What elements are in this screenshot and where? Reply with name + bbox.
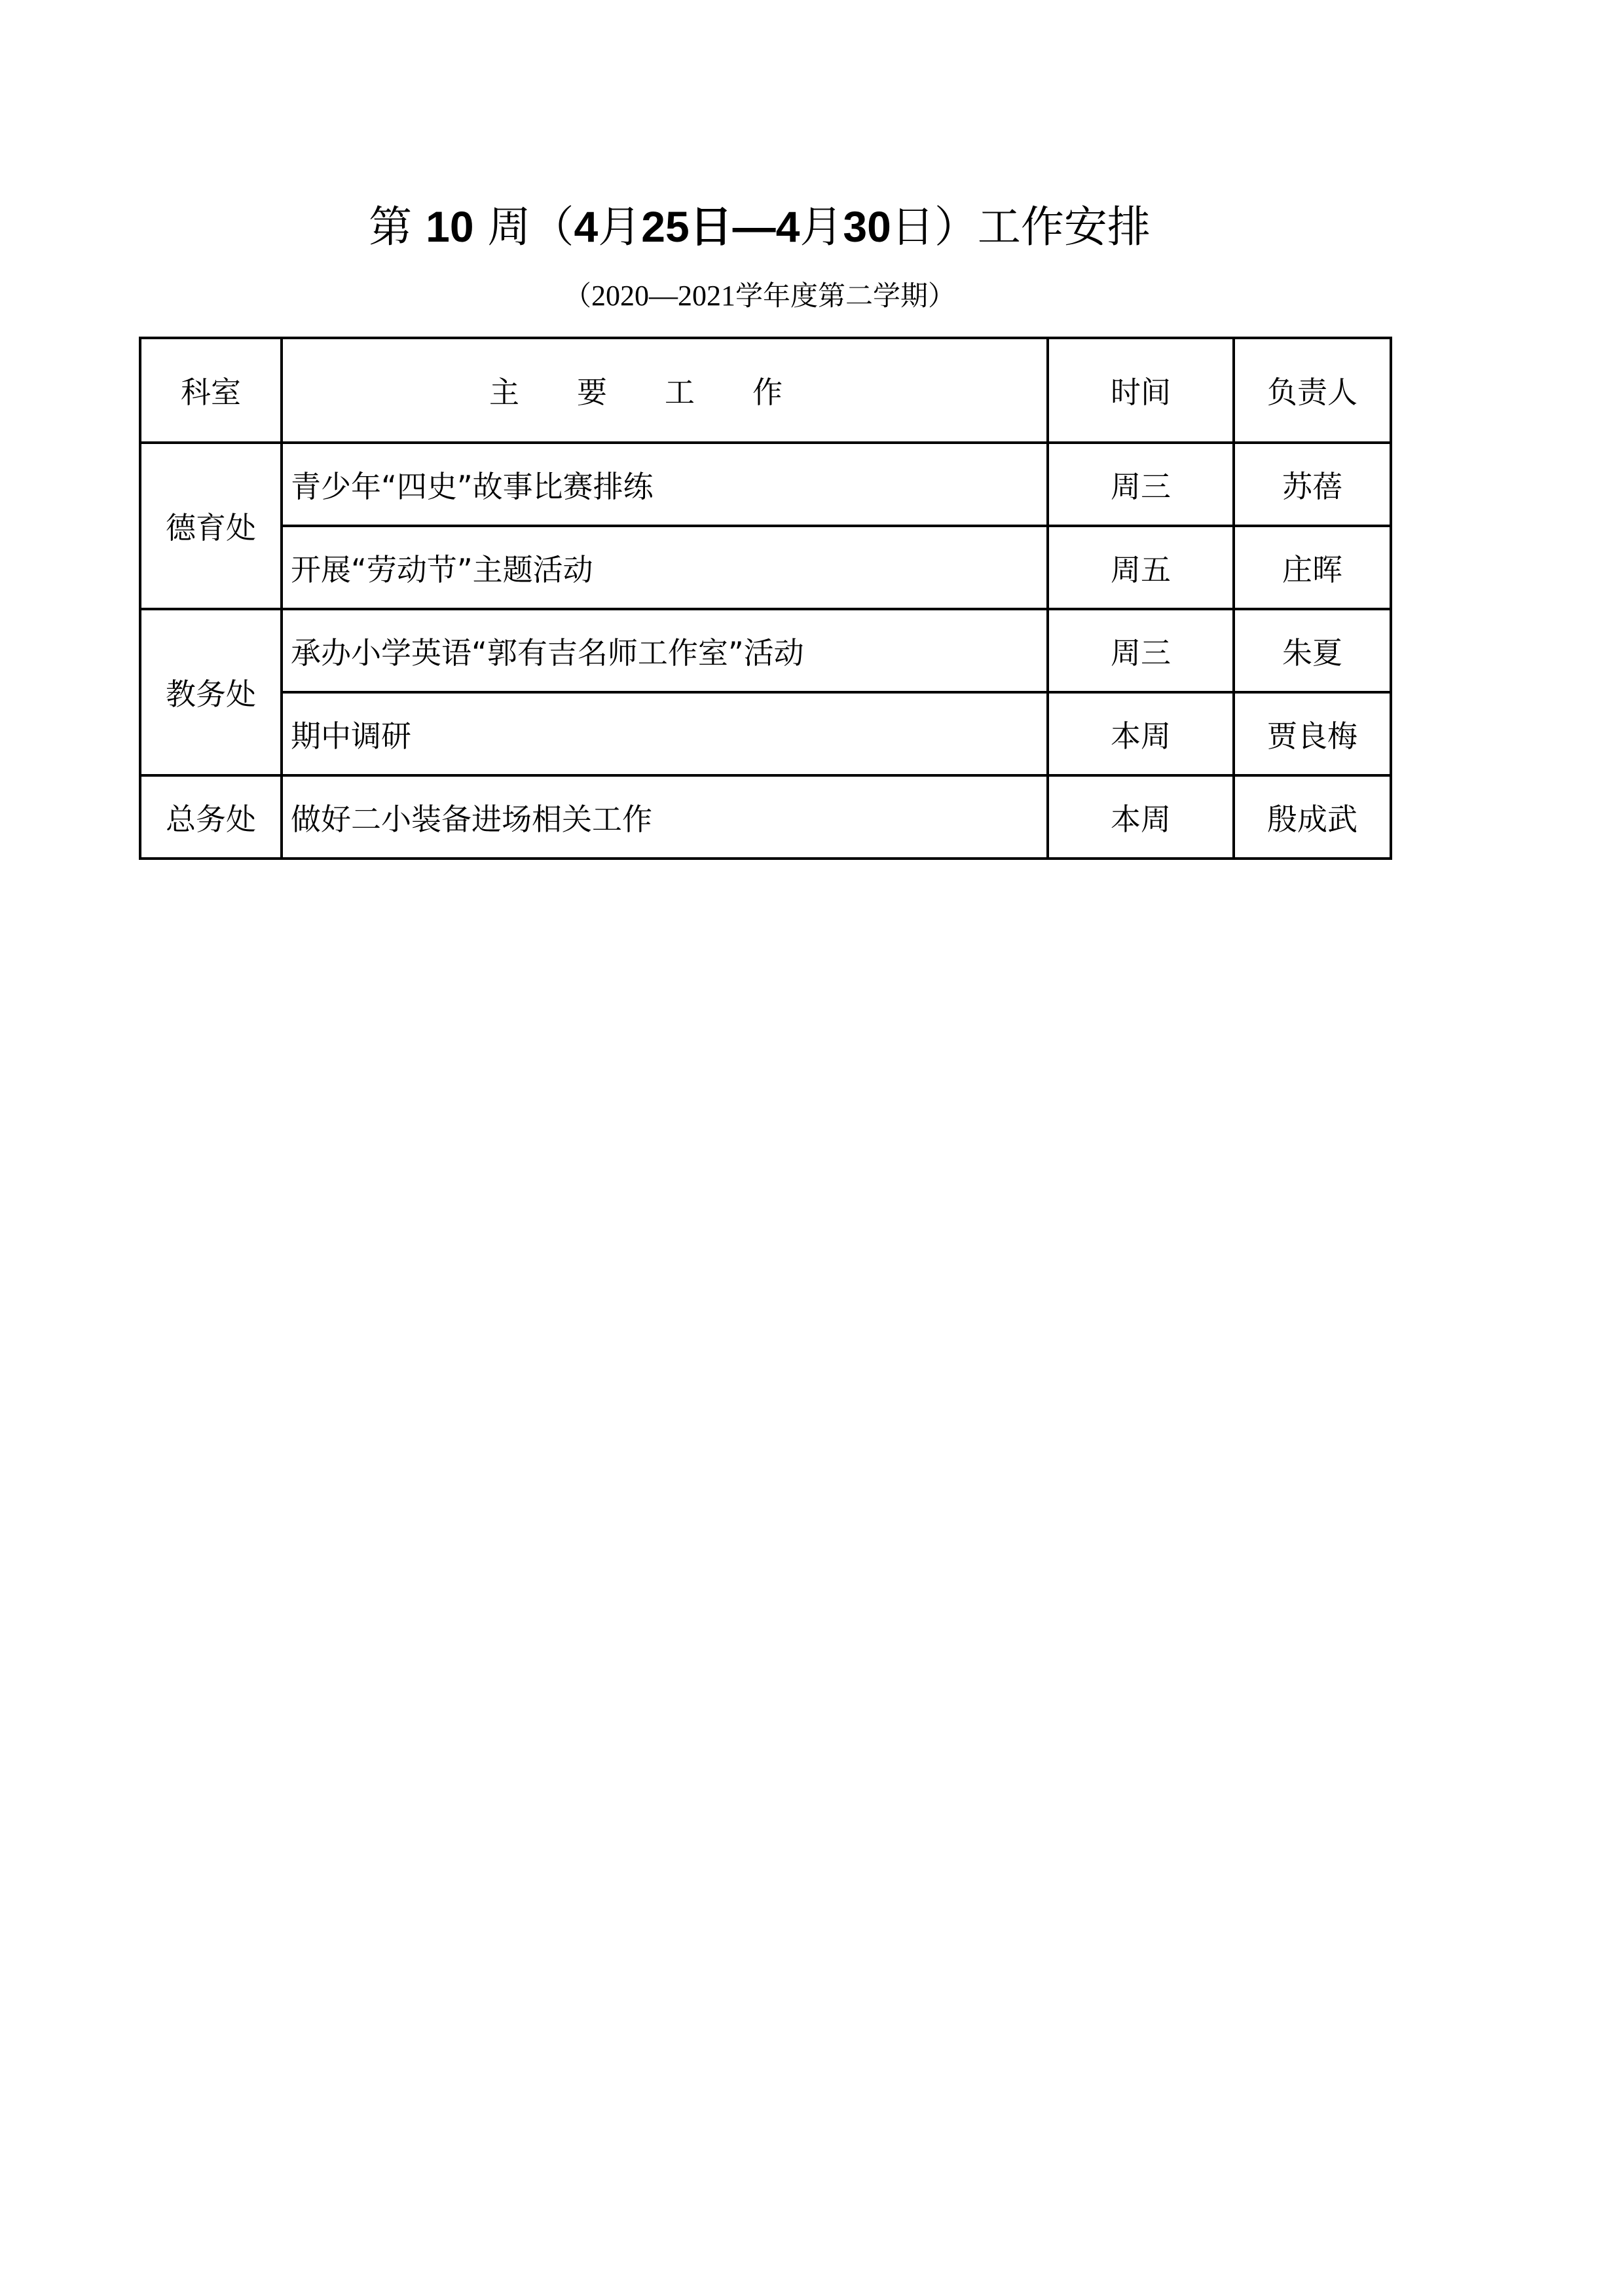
person-cell: 苏蓓: [1234, 443, 1391, 526]
header-time: 时间: [1048, 338, 1234, 443]
task-cell: 承办小学英语“郭有吉名师工作室”活动: [282, 609, 1048, 692]
title-text-6: 日）工作安排: [891, 202, 1151, 252]
title-text-1: 第: [369, 202, 426, 252]
schedule-table: [139, 337, 1392, 860]
time-cell: 本周: [1048, 775, 1234, 859]
table-row: [140, 692, 1391, 775]
subtitle-open-paren: （: [563, 280, 591, 312]
header-task: [282, 338, 1048, 443]
header-dept: 科室: [140, 338, 282, 443]
table-row: [140, 526, 1391, 609]
table-header-row: [140, 338, 1391, 443]
title-text-2: 周（: [473, 202, 574, 252]
dept-cell: 德育处: [140, 443, 282, 609]
dept-cell: 教务处: [140, 609, 282, 775]
task-cell: 期中调研: [282, 692, 1048, 775]
title-week-number: 10: [426, 202, 474, 251]
subtitle-term: 学年度第二学期）: [735, 280, 956, 312]
time-cell: 本周: [1048, 692, 1234, 775]
title-text-4: 日—: [689, 202, 776, 251]
header-person: 负责人: [1234, 338, 1391, 443]
time-cell: 周三: [1048, 609, 1234, 692]
page-subtitle: [138, 276, 1382, 316]
header-task-label: 主要工作: [489, 375, 840, 410]
title-start-day: 25: [641, 202, 690, 251]
table-row: [140, 609, 1391, 692]
time-cell: 周五: [1048, 526, 1234, 609]
subtitle-years: 2020—2021: [591, 280, 735, 312]
task-cell: 做好二小装备进场相关工作: [282, 775, 1048, 859]
title-text-5: 月: [800, 202, 843, 252]
table-row: [140, 775, 1391, 859]
person-cell: 殷成武: [1234, 775, 1391, 859]
person-cell: 庄晖: [1234, 526, 1391, 609]
title-text-3: 月: [598, 202, 642, 252]
dept-cell: 总务处: [140, 775, 282, 859]
page-title: [138, 195, 1382, 258]
title-start-month: 4: [574, 202, 599, 251]
time-cell: 周三: [1048, 443, 1234, 526]
title-end-month: 4: [775, 202, 800, 251]
person-cell: 贾良梅: [1234, 692, 1391, 775]
table-row: [140, 443, 1391, 526]
task-cell: 青少年“四史”故事比赛排练: [282, 443, 1048, 526]
task-cell: 开展“劳动节”主题活动: [282, 526, 1048, 609]
title-end-day: 30: [843, 202, 891, 251]
person-cell: 朱夏: [1234, 609, 1391, 692]
